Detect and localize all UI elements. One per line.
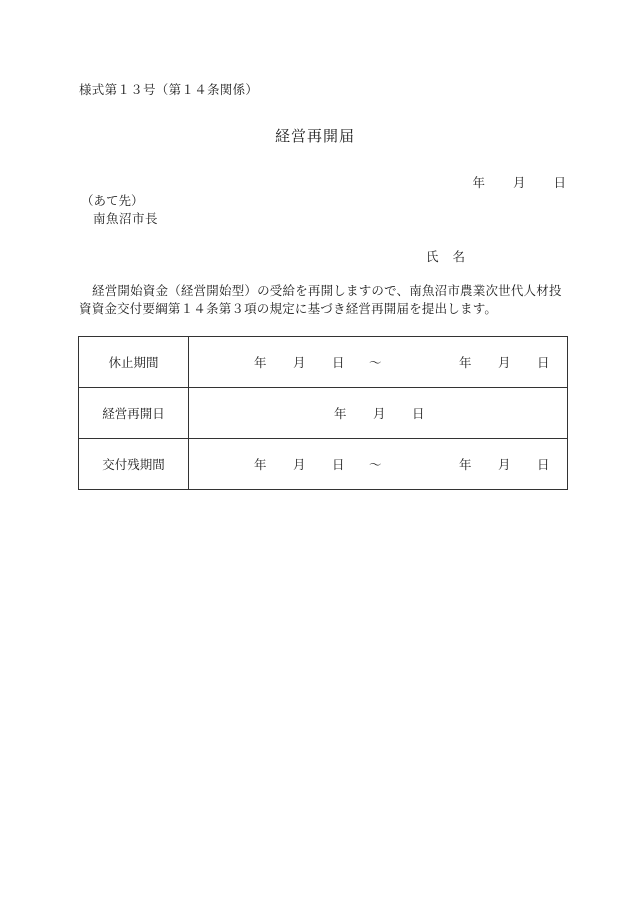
submission-date	[472, 173, 566, 191]
row1-day2: 日	[537, 355, 550, 370]
table-row-resumption-date	[79, 388, 568, 439]
addressee-name: 南魚沼市長	[93, 211, 159, 226]
row1-year2: 年	[459, 355, 472, 370]
form-number: 様式第１３号（第１４条関係）	[79, 82, 259, 97]
name-label-char-1: 氏	[426, 249, 439, 264]
remaining-period-label: 交付残期間	[79, 439, 189, 490]
table-row-remaining-period	[79, 439, 568, 490]
row3-month2: 月	[498, 457, 511, 472]
remaining-period-field[interactable]	[189, 439, 568, 490]
body-line-1	[79, 282, 579, 300]
row3-tilde: 〜	[369, 457, 382, 472]
row1-month2: 月	[498, 355, 511, 370]
row1-day1: 日	[332, 355, 345, 370]
row2-month: 月	[373, 406, 386, 421]
document-title: 経営再開届	[274, 127, 355, 145]
period-table	[78, 336, 568, 490]
row3-year2: 年	[459, 457, 472, 472]
row1-month1: 月	[293, 355, 306, 370]
row3-day2: 日	[537, 457, 550, 472]
suspension-period-label: 休止期間	[79, 337, 189, 388]
body-line-2: 資資金交付要綱第１４条第３項の規定に基づき経営再開届を提出します。	[79, 301, 498, 316]
body-paragraph	[79, 282, 579, 318]
date-year: 年	[472, 175, 485, 190]
addressee-label: （あて先）	[81, 193, 144, 208]
table-row-suspension-period	[79, 337, 568, 388]
name-label-char-2: 名	[452, 249, 466, 264]
resumption-date-label: 経営再開日	[79, 388, 189, 439]
body-line-1-text: 経営開始資金（経営開始型）の受給を再開しますので、南魚沼市農業次世代人材投	[92, 283, 562, 298]
date-month: 月	[512, 175, 526, 190]
row3-month1: 月	[293, 457, 306, 472]
suspension-period-field[interactable]	[189, 337, 568, 388]
resumption-date-field[interactable]	[189, 388, 568, 439]
row1-year1: 年	[254, 355, 267, 370]
row1-tilde: 〜	[369, 355, 382, 370]
row2-day: 日	[412, 406, 425, 421]
row3-day1: 日	[332, 457, 345, 472]
date-day: 日	[553, 175, 566, 190]
row2-year: 年	[334, 406, 347, 421]
applicant-name-label	[426, 247, 465, 265]
row3-year1: 年	[254, 457, 267, 472]
